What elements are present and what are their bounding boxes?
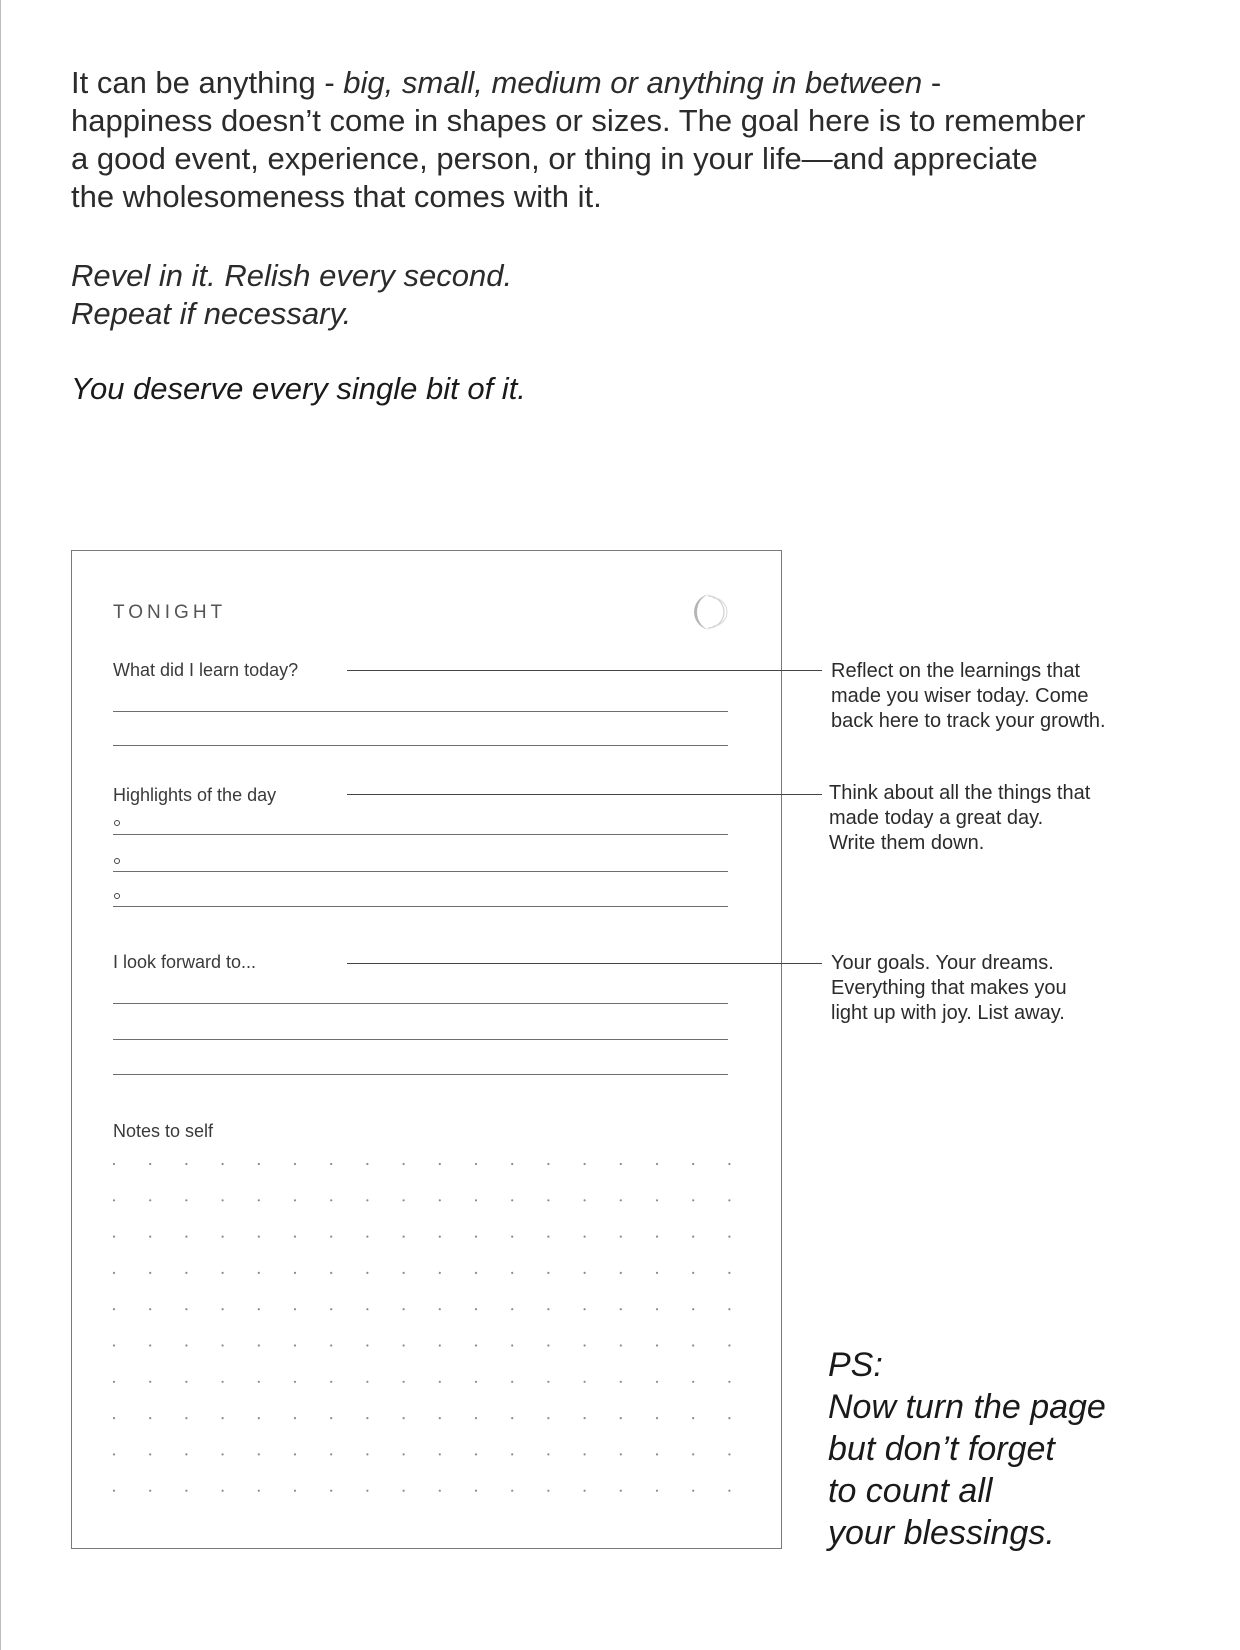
grid-dot <box>439 1272 441 1274</box>
grid-dot <box>222 1236 224 1238</box>
grid-dot <box>185 1344 187 1346</box>
grid-dot <box>728 1236 730 1238</box>
grid-dot <box>584 1381 586 1383</box>
grid-dot <box>511 1417 513 1419</box>
grid-dot <box>403 1163 405 1165</box>
grid-dot <box>692 1308 694 1310</box>
grid-dot <box>728 1199 730 1201</box>
grid-dot <box>728 1417 730 1419</box>
grid-dot <box>258 1453 260 1455</box>
grid-dot <box>149 1417 151 1419</box>
grid-dot <box>692 1272 694 1274</box>
grid-dot <box>403 1272 405 1274</box>
grid-dot <box>620 1236 622 1238</box>
revel-text <box>71 257 512 333</box>
grid-dot <box>294 1308 296 1310</box>
grid-dot <box>620 1490 622 1492</box>
grid-dot <box>511 1236 513 1238</box>
grid-dot <box>620 1163 622 1165</box>
grid-dot <box>330 1199 332 1201</box>
grid-dot <box>692 1199 694 1201</box>
notes-dot-grid[interactable] <box>110 1160 740 1510</box>
crescent-moon-logo-icon <box>686 590 730 634</box>
grid-dot <box>366 1417 368 1419</box>
page-left-edge <box>0 0 1 1650</box>
grid-dot <box>222 1199 224 1201</box>
grid-dot <box>113 1417 115 1419</box>
grid-dot <box>258 1272 260 1274</box>
grid-dot <box>113 1381 115 1383</box>
grid-dot <box>185 1236 187 1238</box>
grid-dot <box>584 1417 586 1419</box>
grid-dot <box>403 1417 405 1419</box>
grid-dot <box>692 1381 694 1383</box>
grid-dot <box>439 1417 441 1419</box>
grid-dot <box>330 1453 332 1455</box>
grid-dot <box>511 1344 513 1346</box>
note-line: back here to track your growth. <box>831 710 1106 732</box>
grid-dot <box>366 1199 368 1201</box>
grid-dot <box>149 1381 151 1383</box>
grid-dot <box>149 1236 151 1238</box>
ps-line: to count all <box>828 1472 993 1510</box>
write-line[interactable] <box>113 1039 728 1040</box>
grid-dot <box>475 1417 477 1419</box>
grid-dot <box>258 1308 260 1310</box>
grid-dot <box>294 1344 296 1346</box>
grid-dot <box>656 1453 658 1455</box>
grid-dot <box>185 1381 187 1383</box>
write-line[interactable] <box>113 834 728 835</box>
leader-line-highlights <box>347 794 822 795</box>
note-look-forward <box>831 951 1171 1026</box>
grid-dot <box>403 1199 405 1201</box>
grid-dot <box>475 1163 477 1165</box>
grid-dot <box>403 1236 405 1238</box>
grid-dot <box>692 1490 694 1492</box>
grid-dot <box>511 1199 513 1201</box>
grid-dot <box>511 1453 513 1455</box>
grid-dot <box>692 1163 694 1165</box>
grid-dot <box>294 1453 296 1455</box>
note-line: Reflect on the learnings that <box>831 660 1081 682</box>
grid-dot <box>656 1490 658 1492</box>
grid-dot <box>258 1381 260 1383</box>
grid-dot <box>547 1453 549 1455</box>
grid-dot <box>475 1236 477 1238</box>
grid-dot <box>113 1236 115 1238</box>
note-highlights <box>829 781 1169 856</box>
grid-dot <box>330 1272 332 1274</box>
grid-dot <box>547 1236 549 1238</box>
grid-dot <box>439 1199 441 1201</box>
grid-dot <box>149 1308 151 1310</box>
grid-dot <box>439 1453 441 1455</box>
grid-dot <box>584 1308 586 1310</box>
grid-dot <box>113 1490 115 1492</box>
grid-dot <box>656 1236 658 1238</box>
grid-dot <box>620 1381 622 1383</box>
grid-dot <box>258 1199 260 1201</box>
grid-dot <box>185 1417 187 1419</box>
revel-line-2: Repeat if necessary. <box>71 296 352 331</box>
grid-dot <box>511 1272 513 1274</box>
grid-dot <box>330 1344 332 1346</box>
grid-dot <box>113 1199 115 1201</box>
ps-line: Now turn the page <box>828 1388 1106 1426</box>
grid-dot <box>475 1308 477 1310</box>
grid-dot <box>403 1381 405 1383</box>
grid-dot <box>584 1272 586 1274</box>
grid-dot <box>366 1381 368 1383</box>
prompt-look-forward: I look forward to... <box>113 952 257 972</box>
leader-line-learn <box>347 670 822 671</box>
grid-dot <box>222 1490 224 1492</box>
note-line: made you wiser today. Come <box>831 685 1089 707</box>
deserve-text: You deserve every single bit of it. <box>71 371 526 406</box>
grid-dot <box>656 1163 658 1165</box>
ps-line: your blessings. <box>828 1514 1055 1552</box>
grid-dot <box>547 1381 549 1383</box>
grid-dot <box>294 1199 296 1201</box>
grid-dot <box>222 1344 224 1346</box>
grid-dot <box>366 1163 368 1165</box>
grid-dot <box>366 1308 368 1310</box>
grid-dot <box>547 1490 549 1492</box>
bullet-icon <box>114 820 120 826</box>
grid-dot <box>692 1417 694 1419</box>
grid-dot <box>511 1381 513 1383</box>
grid-dot <box>656 1381 658 1383</box>
grid-dot <box>185 1272 187 1274</box>
grid-dot <box>258 1163 260 1165</box>
grid-dot <box>511 1308 513 1310</box>
grid-dot <box>656 1344 658 1346</box>
grid-dot <box>113 1272 115 1274</box>
grid-dot <box>330 1417 332 1419</box>
prompt-learn: What did I learn today? <box>113 660 299 680</box>
grid-dot <box>258 1236 260 1238</box>
grid-dot <box>620 1344 622 1346</box>
grid-dot <box>475 1490 477 1492</box>
grid-dot <box>294 1272 296 1274</box>
grid-dot <box>620 1199 622 1201</box>
grid-dot <box>113 1163 115 1165</box>
ps-message <box>828 1344 1106 1554</box>
grid-dot <box>185 1490 187 1492</box>
grid-dot <box>294 1490 296 1492</box>
write-line[interactable] <box>113 871 728 872</box>
grid-dot <box>439 1490 441 1492</box>
grid-dot <box>149 1453 151 1455</box>
grid-dot <box>656 1417 658 1419</box>
grid-dot <box>511 1163 513 1165</box>
grid-dot <box>547 1344 549 1346</box>
note-learn <box>831 659 1171 734</box>
grid-dot <box>620 1417 622 1419</box>
grid-dot <box>403 1453 405 1455</box>
grid-dot <box>185 1453 187 1455</box>
grid-dot <box>366 1272 368 1274</box>
grid-dot <box>475 1272 477 1274</box>
grid-dot <box>656 1199 658 1201</box>
grid-dot <box>475 1453 477 1455</box>
grid-dot <box>330 1490 332 1492</box>
grid-dot <box>294 1417 296 1419</box>
note-line: Write them down. <box>829 832 985 854</box>
grid-dot <box>222 1308 224 1310</box>
prompt-notes-to-self: Notes to self <box>113 1121 214 1141</box>
grid-dot <box>439 1308 441 1310</box>
grid-dot <box>149 1490 151 1492</box>
grid-dot <box>185 1199 187 1201</box>
grid-dot <box>547 1417 549 1419</box>
grid-dot <box>439 1236 441 1238</box>
grid-dot <box>222 1163 224 1165</box>
grid-dot <box>728 1272 730 1274</box>
grid-dot <box>511 1490 513 1492</box>
grid-dot <box>222 1381 224 1383</box>
grid-dot <box>728 1381 730 1383</box>
grid-dot <box>149 1199 151 1201</box>
intro-paragraph <box>71 64 1191 216</box>
grid-dot <box>403 1490 405 1492</box>
grid-dot <box>113 1344 115 1346</box>
grid-dot <box>475 1344 477 1346</box>
grid-dot <box>584 1344 586 1346</box>
grid-dot <box>222 1272 224 1274</box>
grid-dot <box>403 1308 405 1310</box>
grid-dot <box>294 1163 296 1165</box>
intro-line-2: happiness doesn’t come in shapes or sizes. The goal here is to remember <box>71 103 1086 138</box>
grid-dot <box>366 1490 368 1492</box>
revel-line-1: Revel in it. Relish every second. <box>71 258 513 293</box>
grid-dot <box>584 1453 586 1455</box>
grid-dot <box>439 1381 441 1383</box>
grid-dot <box>728 1490 730 1492</box>
grid-dot <box>547 1308 549 1310</box>
grid-dot <box>330 1308 332 1310</box>
grid-dot <box>728 1308 730 1310</box>
grid-dot <box>584 1236 586 1238</box>
grid-dot <box>728 1453 730 1455</box>
intro-line-3: a good event, experience, person, or thing in your life—and appreciate <box>71 141 1038 176</box>
grid-dot <box>185 1163 187 1165</box>
grid-dot <box>222 1453 224 1455</box>
grid-dot <box>620 1272 622 1274</box>
grid-dot <box>366 1236 368 1238</box>
note-line: made today a great day. <box>829 807 1044 829</box>
grid-dot <box>403 1344 405 1346</box>
grid-dot <box>149 1163 151 1165</box>
grid-dot <box>113 1308 115 1310</box>
grid-dot <box>439 1163 441 1165</box>
grid-dot <box>584 1163 586 1165</box>
grid-dot <box>330 1236 332 1238</box>
grid-dot <box>620 1453 622 1455</box>
grid-dot <box>728 1163 730 1165</box>
bullet-icon <box>114 893 120 899</box>
grid-dot <box>547 1199 549 1201</box>
grid-dot <box>475 1381 477 1383</box>
grid-dot <box>113 1453 115 1455</box>
grid-dot <box>366 1453 368 1455</box>
grid-dot <box>258 1344 260 1346</box>
grid-dot <box>692 1236 694 1238</box>
grid-dot <box>294 1381 296 1383</box>
grid-dot <box>294 1236 296 1238</box>
note-line: light up with joy. List away. <box>831 1002 1065 1024</box>
grid-dot <box>222 1417 224 1419</box>
grid-dot <box>475 1199 477 1201</box>
grid-dot <box>258 1417 260 1419</box>
grid-dot <box>656 1272 658 1274</box>
prompt-highlights: Highlights of the day <box>113 785 277 805</box>
grid-dot <box>366 1344 368 1346</box>
write-line[interactable] <box>113 1074 728 1075</box>
grid-dot <box>547 1163 549 1165</box>
write-line[interactable] <box>113 711 728 712</box>
journal-heading: TONIGHT <box>113 602 227 623</box>
note-line: Your goals. Your dreams. <box>831 952 1054 974</box>
grid-dot <box>584 1490 586 1492</box>
grid-dot <box>258 1490 260 1492</box>
grid-dot <box>547 1272 549 1274</box>
note-line: Think about all the things that <box>829 782 1091 804</box>
grid-dot <box>149 1272 151 1274</box>
grid-dot <box>692 1344 694 1346</box>
grid-dot <box>692 1453 694 1455</box>
intro-line-1: It can be anything - big, small, medium or anything in between - <box>71 65 942 100</box>
note-line: Everything that makes you <box>831 977 1067 999</box>
grid-dot <box>584 1199 586 1201</box>
grid-dot <box>330 1381 332 1383</box>
write-line[interactable] <box>113 906 728 907</box>
grid-dot <box>728 1344 730 1346</box>
intro-line-4: the wholesomeness that comes with it. <box>71 179 602 214</box>
write-line[interactable] <box>113 745 728 746</box>
grid-dot <box>149 1344 151 1346</box>
ps-line: but don’t forget <box>828 1430 1055 1468</box>
grid-dot <box>620 1308 622 1310</box>
bullet-icon <box>114 858 120 864</box>
write-line[interactable] <box>113 1003 728 1004</box>
grid-dot <box>439 1344 441 1346</box>
grid-dot <box>330 1163 332 1165</box>
grid-dot <box>185 1308 187 1310</box>
ps-label: PS: <box>828 1346 883 1384</box>
leader-line-look-forward <box>347 963 822 964</box>
grid-dot <box>656 1308 658 1310</box>
